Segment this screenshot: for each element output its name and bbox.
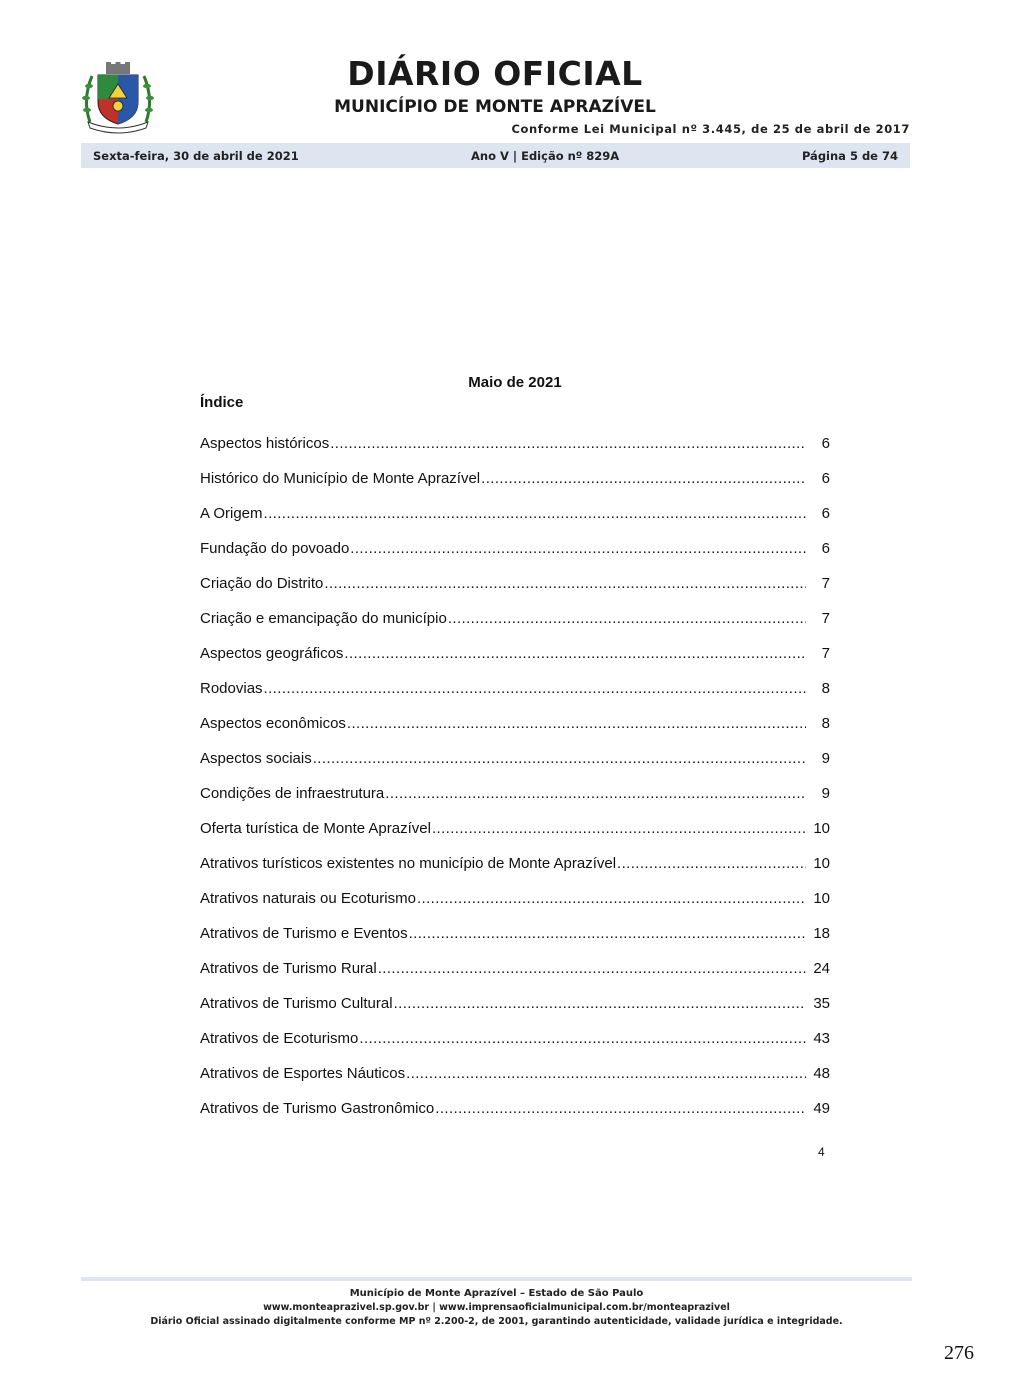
toc-entry-page: 10	[813, 820, 830, 837]
footer-divider	[81, 1277, 912, 1281]
toc-entry-page: 6	[821, 505, 830, 522]
toc-dot-leader	[264, 496, 806, 531]
toc-entry-page: 9	[821, 785, 830, 802]
toc-entry-page: 7	[821, 610, 830, 627]
masthead-title: DIÁRIO OFICIAL	[347, 54, 643, 93]
toc-entry-page: 49	[813, 1100, 830, 1117]
masthead-subtitle: MUNICÍPIO DE MONTE APRAZÍVEL	[334, 97, 656, 117]
toc-entry	[200, 426, 830, 461]
toc-dot-leader	[394, 986, 806, 1021]
toc-entry	[200, 916, 830, 951]
toc-entry-label: Atrativos de Turismo Cultural	[200, 995, 393, 1012]
toc-entry	[200, 776, 830, 811]
toc-entry	[200, 531, 830, 566]
footer-municipality: Município de Monte Aprazível – Estado de São Paulo	[349, 1288, 644, 1299]
toc-entry-page: 6	[821, 470, 830, 487]
toc-dot-leader	[385, 776, 806, 811]
document-month: Maio de 2021	[468, 374, 562, 391]
toc-entry-label: A Origem	[200, 505, 263, 522]
toc-entry	[200, 1091, 830, 1126]
toc-entry-label: Aspectos sociais	[200, 750, 312, 767]
toc-entry-page: 48	[813, 1065, 830, 1082]
toc-entry-label: Atrativos de Ecoturismo	[200, 1030, 359, 1047]
toc-dot-leader	[264, 671, 806, 706]
toc-entry-label: Atrativos de Turismo e Eventos	[200, 925, 408, 942]
toc-dot-leader	[378, 951, 806, 986]
toc-entry	[200, 881, 830, 916]
toc-dot-leader	[347, 706, 806, 741]
toc-dot-leader	[359, 1021, 806, 1056]
toc-entry-label: Atrativos naturais ou Ecoturismo	[200, 890, 416, 907]
toc-entry	[200, 846, 830, 881]
toc-dot-leader	[344, 636, 806, 671]
toc-entry	[200, 671, 830, 706]
toc-entry-page: 10	[813, 855, 830, 872]
toc-dot-leader	[406, 1056, 806, 1091]
footer-signature-notice: Diário Oficial assinado digitalmente conforme MP nº 2.200-2, de 2001, garantindo autenticidade, validade jurídica e integridade.	[150, 1316, 843, 1327]
masthead-law-reference: Conforme Lei Municipal nº 3.445, de 25 de abril de 2017	[511, 122, 910, 136]
toc-dot-leader	[617, 846, 806, 881]
toc-entry-label: Aspectos econômicos	[200, 715, 346, 732]
toc-entry-label: Oferta turística de Monte Aprazível	[200, 820, 431, 837]
toc-entry-page: 8	[821, 715, 830, 732]
toc-dot-leader	[330, 426, 806, 461]
footer-websites: www.monteaprazivel.sp.gov.br | www.imprensaoficialmunicipal.com.br/monteaprazivel	[263, 1302, 730, 1313]
toc-entry-page: 6	[821, 435, 830, 452]
toc-entry-page: 10	[813, 890, 830, 907]
toc-dot-leader	[313, 741, 806, 776]
toc-entry-label: Criação do Distrito	[200, 575, 324, 592]
toc-entry-page: 35	[813, 995, 830, 1012]
document-page-number: 4	[818, 1145, 825, 1159]
page-indicator: Página 5 de 74	[801, 149, 898, 163]
toc-entry	[200, 986, 830, 1021]
toc-entry-page: 7	[821, 575, 830, 592]
toc-entry	[200, 496, 830, 531]
toc-entry-label: Aspectos geográficos	[200, 645, 344, 662]
toc-entry-page: 8	[821, 680, 830, 697]
toc-entry-page: 6	[821, 540, 830, 557]
toc-entry-label: Atrativos de Turismo Rural	[200, 960, 377, 977]
toc-entry-label: Atrativos de Esportes Náuticos	[200, 1065, 406, 1082]
archive-page-stamp: 276	[944, 1342, 974, 1364]
toc-entry-label: Fundação do povoado	[200, 540, 350, 557]
publication-date: Sexta-feira, 30 de abril de 2021	[93, 149, 299, 163]
toc-entry	[200, 811, 830, 846]
edition-info-bar	[81, 143, 910, 168]
crest-icon	[80, 62, 156, 134]
toc-dot-leader	[417, 881, 806, 916]
toc-entry-label: Criação e emancipação do município	[200, 610, 447, 627]
table-of-contents	[200, 426, 830, 1126]
toc-entry-page: 18	[813, 925, 830, 942]
toc-entry	[200, 1056, 830, 1091]
index-heading: Índice	[200, 394, 244, 411]
toc-entry	[200, 951, 830, 986]
toc-entry	[200, 601, 830, 636]
toc-entry	[200, 706, 830, 741]
edition-number: Ano V | Edição nº 829A	[471, 149, 620, 163]
toc-dot-leader	[435, 1091, 806, 1126]
toc-dot-leader	[448, 601, 806, 636]
toc-entry-label: Atrativos de Turismo Gastronômico	[200, 1100, 435, 1117]
toc-dot-leader	[409, 916, 806, 951]
toc-entry-label: Histórico do Município de Monte Aprazível	[200, 470, 481, 487]
toc-entry-label: Condições de infraestrutura	[200, 785, 385, 802]
toc-entry-page: 7	[821, 645, 830, 662]
toc-entry	[200, 636, 830, 671]
toc-entry-page: 43	[813, 1030, 830, 1047]
toc-entry-label: Aspectos históricos	[200, 435, 330, 452]
toc-entry-page: 9	[821, 750, 830, 767]
toc-entry-page: 24	[813, 960, 830, 977]
toc-entry-label: Atrativos turísticos existentes no município de Monte Aprazível	[200, 855, 617, 872]
toc-dot-leader	[432, 811, 806, 846]
toc-entry	[200, 461, 830, 496]
toc-entry	[200, 1021, 830, 1056]
toc-dot-leader	[481, 461, 806, 496]
toc-entry	[200, 741, 830, 776]
toc-dot-leader	[350, 531, 806, 566]
toc-dot-leader	[324, 566, 806, 601]
toc-entry	[200, 566, 830, 601]
municipal-crest	[80, 62, 156, 134]
toc-entry-label: Rodovias	[200, 680, 263, 697]
